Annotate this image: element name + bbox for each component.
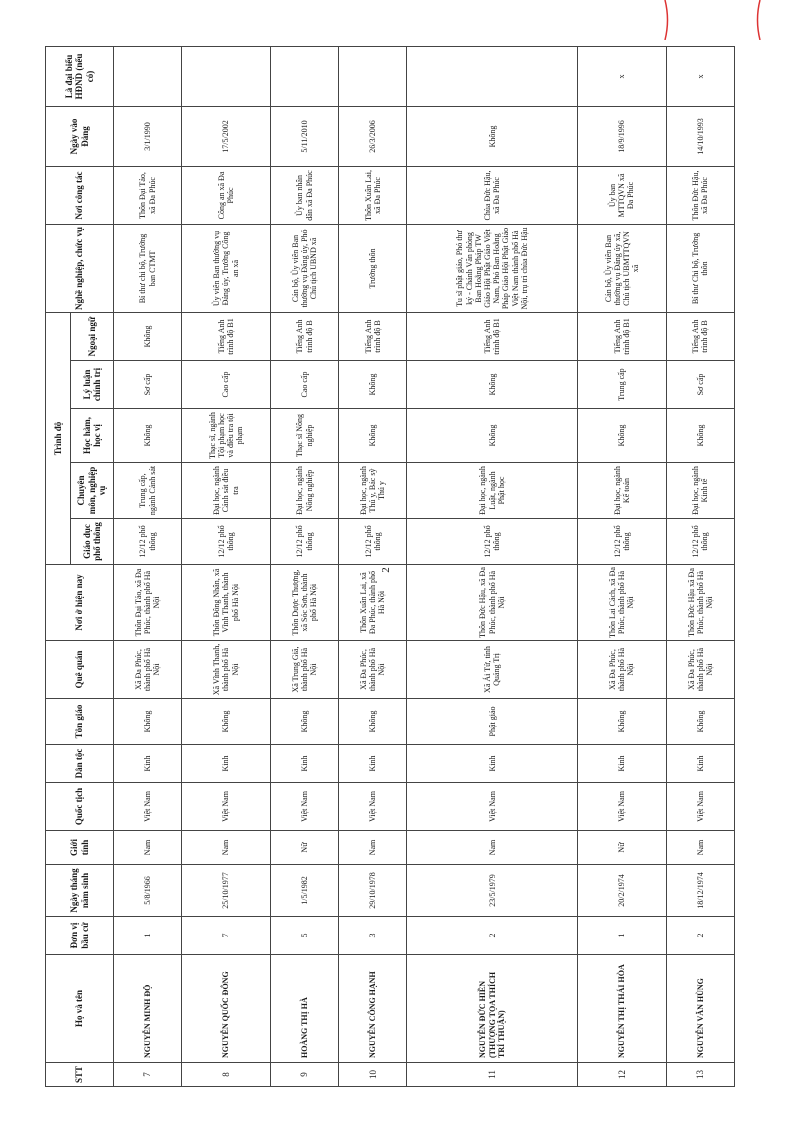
- header-name: Họ và tên: [46, 955, 114, 1063]
- cell-workplace: Ủy ban MTTQVN xã Đa Phúc: [578, 166, 667, 224]
- cell-unit: 2: [666, 917, 734, 955]
- cell-specialty: Đại học, ngành Luật, ngành Phật học: [407, 463, 578, 519]
- cell-general-edu: 12/12 phổ thông: [114, 519, 182, 565]
- cell-party-date: 14/10/1993: [666, 106, 734, 166]
- cell-specialty: Đại học, ngành Kế toán: [578, 463, 667, 519]
- header-religion: Tôn giáo: [46, 699, 114, 745]
- cell-nationality: Việt Nam: [182, 783, 271, 831]
- header-gender: Giới tính: [46, 831, 114, 865]
- cell-unit: 7: [182, 917, 271, 955]
- cell-gender: Nam: [407, 831, 578, 865]
- cell-politics: Cao cấp: [270, 361, 338, 409]
- cell-degree: Thạc sĩ Nông nghiệp: [270, 409, 338, 463]
- header-general-edu: Giáo dục phổ thông: [71, 519, 114, 565]
- cell-occupation: Ủy viên Ban thường vụ Đảng ủy, Trưởng Công an xã: [182, 224, 271, 312]
- cell-politics: Cao cấp: [182, 361, 271, 409]
- cell-language: Tiếng Anh trình độ B1: [182, 312, 271, 360]
- cell-dob: 1/5/1982: [270, 865, 338, 917]
- cell-party-date: 18/9/1996: [578, 106, 667, 166]
- cell-nationality: Việt Nam: [407, 783, 578, 831]
- cell-residence: Thôn Đại Tảo, xã Đa Phúc, thành phố Hà Nội: [114, 565, 182, 641]
- cell-party-date: Không: [407, 106, 578, 166]
- cell-language: Tiếng Anh trình độ B1: [578, 312, 667, 360]
- cell-ethnicity: Kinh: [578, 745, 667, 783]
- cell-workplace: Thôn Xuân Lai, xã Đa Phúc: [339, 166, 407, 224]
- cell-delegate: [270, 46, 338, 106]
- cell-ethnicity: Kinh: [182, 745, 271, 783]
- cell-unit: 1: [578, 917, 667, 955]
- cell-occupation: Bí thư Chi bộ, Trưởng thôn: [666, 224, 734, 312]
- cell-workplace: Thôn Đại Tảo, xã Đa Phúc: [114, 166, 182, 224]
- cell-gender: Nam: [182, 831, 271, 865]
- cell-politics: Không: [407, 361, 578, 409]
- cell-delegate: [114, 46, 182, 106]
- cell-religion: Không: [182, 699, 271, 745]
- cell-workplace: Chùa Đức Hậu, xã Đa Phúc: [407, 166, 578, 224]
- cell-unit: 5: [270, 917, 338, 955]
- header-stt: STT: [46, 1063, 114, 1087]
- cell-party-date: 5/11/2010: [270, 106, 338, 166]
- header-politics: Lý luận chính trị: [71, 361, 114, 409]
- candidate-table-rotated: [45, 47, 735, 1087]
- cell-residence: Thôn Đông Nhân, xã Vĩnh Thanh, thành phố Hà Nội: [182, 565, 271, 641]
- cell-name: HOÀNG THỊ HÀ: [270, 955, 338, 1063]
- cell-name: NGUYỄN QUỐC ĐÔNG: [182, 955, 271, 1063]
- cell-religion: Không: [578, 699, 667, 745]
- cell-delegate: [339, 46, 407, 106]
- cell-stt: 7: [114, 1063, 182, 1087]
- cell-specialty: Đại học, ngành Thú y, Bác sỹ Thú y: [339, 463, 407, 519]
- header-ethnicity: Dân tộc: [46, 745, 114, 783]
- cell-language: Tiếng Anh trình độ B1: [407, 312, 578, 360]
- header-nationality: Quốc tịch: [46, 783, 114, 831]
- cell-religion: Không: [666, 699, 734, 745]
- cell-name: NGUYỄN VĂN HÙNG: [666, 955, 734, 1063]
- cell-politics: Trung cấp: [578, 361, 667, 409]
- cell-occupation: Cán bộ, Ủy viên Ban thường vụ Đảng ủy xã, Chủ tịch UBMTTQVN xã: [578, 224, 667, 312]
- cell-degree: Không: [666, 409, 734, 463]
- table-row: [666, 46, 734, 1086]
- cell-nationality: Việt Nam: [270, 783, 338, 831]
- header-occupation: Nghề nghiệp, chức vụ: [46, 224, 114, 312]
- cell-language: Tiếng Anh trình độ B: [666, 312, 734, 360]
- cell-hometown: Xã Vĩnh Thanh, thành phố Hà Nội: [182, 641, 271, 699]
- cell-occupation: Trưởng thôn: [339, 224, 407, 312]
- cell-nationality: Việt Nam: [339, 783, 407, 831]
- cell-politics: Sơ cấp: [666, 361, 734, 409]
- cell-name: NGUYỄN MINH ĐỘ: [114, 955, 182, 1063]
- cell-ethnicity: Kinh: [407, 745, 578, 783]
- cell-degree: Thạc sĩ, ngành Tội phạm học và điều tra tội phạm: [182, 409, 271, 463]
- header-party-date: Ngày vào Đảng: [46, 106, 114, 166]
- cell-dob: 5/8/1966: [114, 865, 182, 917]
- cell-delegate: [407, 46, 578, 106]
- cell-stt: 9: [270, 1063, 338, 1087]
- cell-unit: 2: [407, 917, 578, 955]
- cell-residence: Thôn Xuân Lai, xã Đa Phúc, thành phố Hà Nội: [339, 565, 407, 641]
- cell-nationality: Việt Nam: [114, 783, 182, 831]
- cell-delegate: x: [666, 46, 734, 106]
- cell-unit: 1: [114, 917, 182, 955]
- cell-gender: Nam: [114, 831, 182, 865]
- cell-stt: 13: [666, 1063, 734, 1087]
- cell-residence: Thôn Đức Hậu, xã Đa Phúc, thành phố Hà Nội: [407, 565, 578, 641]
- cell-workplace: Ủy ban nhân dân xã Đa Phúc: [270, 166, 338, 224]
- cell-dob: 29/10/1978: [339, 865, 407, 917]
- cell-stt: 10: [339, 1063, 407, 1087]
- cell-specialty: Đại học, ngành Nông nghiệp: [270, 463, 338, 519]
- header-delegate: Là đại biểu HĐND (nếu có): [46, 46, 114, 106]
- cell-party-date: 3/1/1990: [114, 106, 182, 166]
- cell-stt: 8: [182, 1063, 271, 1087]
- cell-stt: 12: [578, 1063, 667, 1087]
- cell-hometown: Xã Đa Phúc, thành phố Hà Nội: [339, 641, 407, 699]
- cell-party-date: 17/5/2002: [182, 106, 271, 166]
- cell-nationality: Việt Nam: [578, 783, 667, 831]
- cell-politics: Không: [339, 361, 407, 409]
- cell-general-edu: 12/12 phổ thông: [407, 519, 578, 565]
- cell-religion: Không: [270, 699, 338, 745]
- cell-gender: Nữ: [270, 831, 338, 865]
- cell-workplace: Công an xã Đa Phúc: [182, 166, 271, 224]
- header-hometown: Quê quán: [46, 641, 114, 699]
- cell-name: NGUYỄN ĐỨC HIỀN (THƯỢNG TỌA THÍCH TRÍ THUẬN): [407, 955, 578, 1063]
- cell-general-edu: 12/12 phổ thông: [339, 519, 407, 565]
- cell-degree: Không: [339, 409, 407, 463]
- header-unit: Đơn vị bầu cử: [46, 917, 114, 955]
- table-row: [182, 46, 271, 1086]
- cell-delegate: [182, 46, 271, 106]
- header-specialty: Chuyên môn, nghiệp vụ: [71, 463, 114, 519]
- cell-religion: Không: [114, 699, 182, 745]
- cell-hometown: Xã Ái Tử, tỉnh Quảng Trị: [407, 641, 578, 699]
- cell-occupation: Bí thư chi bộ, Trưởng ban CTMT: [114, 224, 182, 312]
- header-workplace: Nơi công tác: [46, 166, 114, 224]
- header-residence: Nơi ở hiện nay: [46, 565, 114, 641]
- cell-name: NGUYỄN CÔNG HẠNH: [339, 955, 407, 1063]
- header-dob: Ngày tháng năm sinh: [46, 865, 114, 917]
- cell-specialty: Đại học, ngành Kinh tế: [666, 463, 734, 519]
- table-row: [339, 46, 407, 1086]
- cell-politics: Sơ cấp: [114, 361, 182, 409]
- cell-ethnicity: Kinh: [270, 745, 338, 783]
- page-number: 2: [380, 567, 392, 573]
- cell-occupation: Tu sĩ phật giáo, Phó thư ký - Chánh Văn phòng Ban Hoằng Pháp TW Giáo Hội Phật Giáo Việt Nam, Phó Ban Hoằng Pháp Giáo Hội Phật Giáo Việt Nam thành phố Hà Nội, trụ trì chùa Đức Hậu: [407, 224, 578, 312]
- cell-ethnicity: Kinh: [339, 745, 407, 783]
- cell-degree: Không: [407, 409, 578, 463]
- red-stamp-seal: [660, 0, 780, 40]
- cell-stt: 11: [407, 1063, 578, 1087]
- cell-nationality: Việt Nam: [666, 783, 734, 831]
- cell-degree: Không: [114, 409, 182, 463]
- cell-gender: Nữ: [578, 831, 667, 865]
- header-trinh-do: Trình độ: [46, 312, 71, 564]
- header-degree: Học hàm, học vị: [71, 409, 114, 463]
- cell-degree: Không: [578, 409, 667, 463]
- cell-general-edu: 12/12 phổ thông: [666, 519, 734, 565]
- table-row: [270, 46, 338, 1086]
- cell-religion: Phật giáo: [407, 699, 578, 745]
- cell-delegate: x: [578, 46, 667, 106]
- cell-unit: 3: [339, 917, 407, 955]
- cell-hometown: Xã Trung Giã, thành phố Hà Nội: [270, 641, 338, 699]
- cell-general-edu: 12/12 phổ thông: [270, 519, 338, 565]
- cell-dob: 23/5/1979: [407, 865, 578, 917]
- cell-dob: 25/10/1977: [182, 865, 271, 917]
- table-row: [114, 46, 182, 1086]
- cell-general-edu: 12/12 phổ thông: [578, 519, 667, 565]
- cell-ethnicity: Kinh: [666, 745, 734, 783]
- cell-hometown: Xã Đa Phúc, thành phố Hà Nội: [578, 641, 667, 699]
- cell-dob: 20/2/1974: [578, 865, 667, 917]
- cell-language: Không: [114, 312, 182, 360]
- cell-specialty: Đại học, ngành Cảnh sát điều tra: [182, 463, 271, 519]
- cell-language: Tiếng Anh trình độ B: [339, 312, 407, 360]
- cell-general-edu: 12/12 phổ thông: [182, 519, 271, 565]
- cell-specialty: Trung cấp, ngành Cảnh sát: [114, 463, 182, 519]
- cell-residence: Thôn Dược Thượng, xã Sóc Sơn, thành phố Hà Nội: [270, 565, 338, 641]
- cell-residence: Thôn Đức Hậu xã Đa Phúc, thành phố Hà Nội: [666, 565, 734, 641]
- cell-gender: Nam: [339, 831, 407, 865]
- cell-language: Tiếng Anh trình độ B: [270, 312, 338, 360]
- cell-hometown: Xã Đa Phúc, thành phố Hà Nội: [114, 641, 182, 699]
- cell-name: NGUYỄN THỊ THÁI HÒA: [578, 955, 667, 1063]
- cell-dob: 18/12/1974: [666, 865, 734, 917]
- header-language: Ngoại ngữ: [71, 312, 114, 360]
- cell-religion: Không: [339, 699, 407, 745]
- cell-workplace: Thôn Đức Hậu, xã Đa Phúc: [666, 166, 734, 224]
- cell-residence: Thôn Lai Cách, xã Đa Phúc, thành phố Hà Nội: [578, 565, 667, 641]
- cell-occupation: Cán bộ, Ủy viên Ban thường vụ Đảng ủy, Phó Chủ tịch UBND xã: [270, 224, 338, 312]
- cell-ethnicity: Kinh: [114, 745, 182, 783]
- table-row: [578, 46, 667, 1086]
- cell-hometown: Xã Đa Phúc, thành phố Hà Nội: [666, 641, 734, 699]
- cell-party-date: 26/3/2006: [339, 106, 407, 166]
- table-row: [407, 46, 578, 1086]
- cell-gender: Nam: [666, 831, 734, 865]
- candidate-table: [45, 46, 735, 1087]
